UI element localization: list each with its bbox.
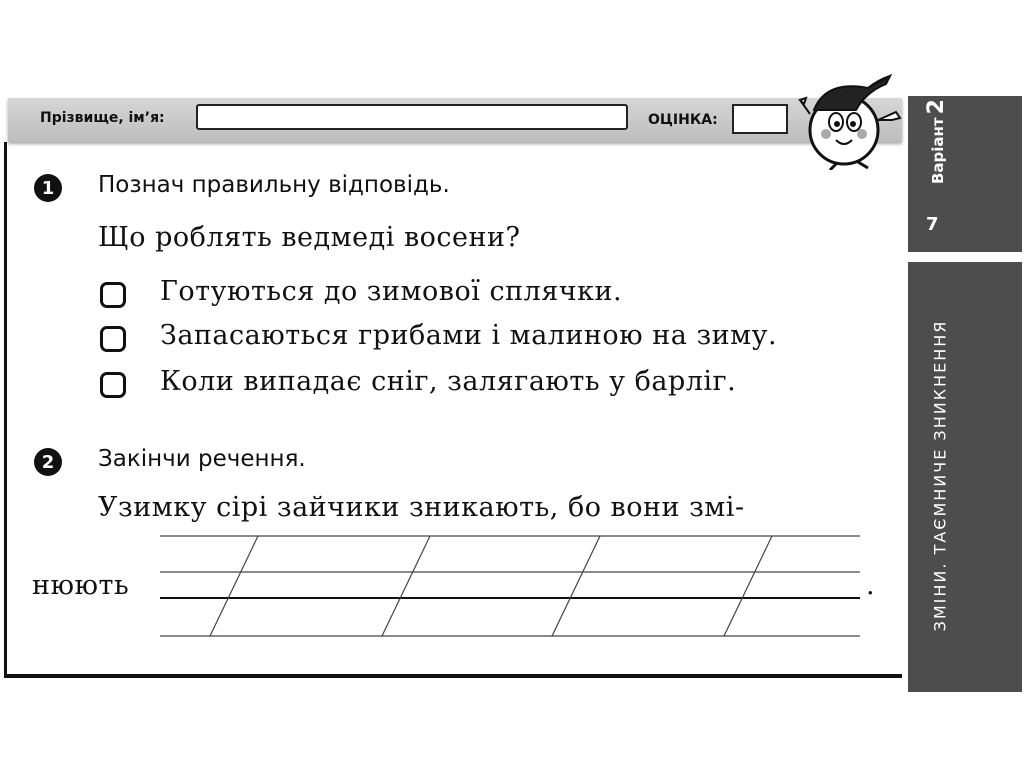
task-2-sentence-line2-start: нюють [32, 570, 130, 601]
task-2-sentence-line1: Узимку сірі зайчики зникають, бо вони змі- [98, 492, 745, 523]
task-1-question: Що роблять ведмеді восени? [98, 222, 521, 253]
option-2-checkbox[interactable] [100, 326, 126, 352]
answer-writing-lines[interactable] [160, 530, 864, 642]
option-2-label: Запасаються грибами і малиною на зиму. [160, 320, 778, 351]
slant-line [552, 536, 600, 636]
sidebar-section-panel [908, 262, 1022, 692]
option-1-checkbox[interactable] [100, 282, 126, 308]
moon-character-icon [796, 70, 906, 170]
name-label: Прізвище, ім’я: [40, 110, 165, 126]
option-1-label: Готуються до зимової сплячки. [160, 276, 623, 307]
task-1-instruction: Познач правильну відповідь. [98, 172, 450, 198]
option-3-label: Коли випадає сніг, залягають у барліг. [160, 366, 737, 397]
grade-label: ОЦІНКА: [648, 112, 718, 128]
section-title: ЗМІНИ. ТАЄМНИЧЕ ЗНИКНЕННЯ [930, 319, 950, 632]
frame-bottom-border [4, 674, 902, 678]
page-number: 7 [926, 214, 939, 235]
task-1-number: 1 [34, 174, 62, 202]
option-3-checkbox[interactable] [100, 372, 126, 398]
slant-line [724, 536, 772, 636]
slant-line [210, 536, 258, 636]
task-2-sentence-end: . [866, 570, 876, 601]
slant-line [382, 536, 430, 636]
variant-number: 2 [924, 99, 949, 115]
frame-left-border [4, 142, 7, 678]
variant-label [924, 99, 964, 184]
task-2-instruction: Закінчи речення. [98, 446, 306, 472]
grade-field[interactable] [732, 104, 788, 134]
name-field[interactable] [196, 104, 628, 130]
task-2-number: 2 [34, 448, 62, 476]
variant-word: Варіант [929, 117, 947, 184]
